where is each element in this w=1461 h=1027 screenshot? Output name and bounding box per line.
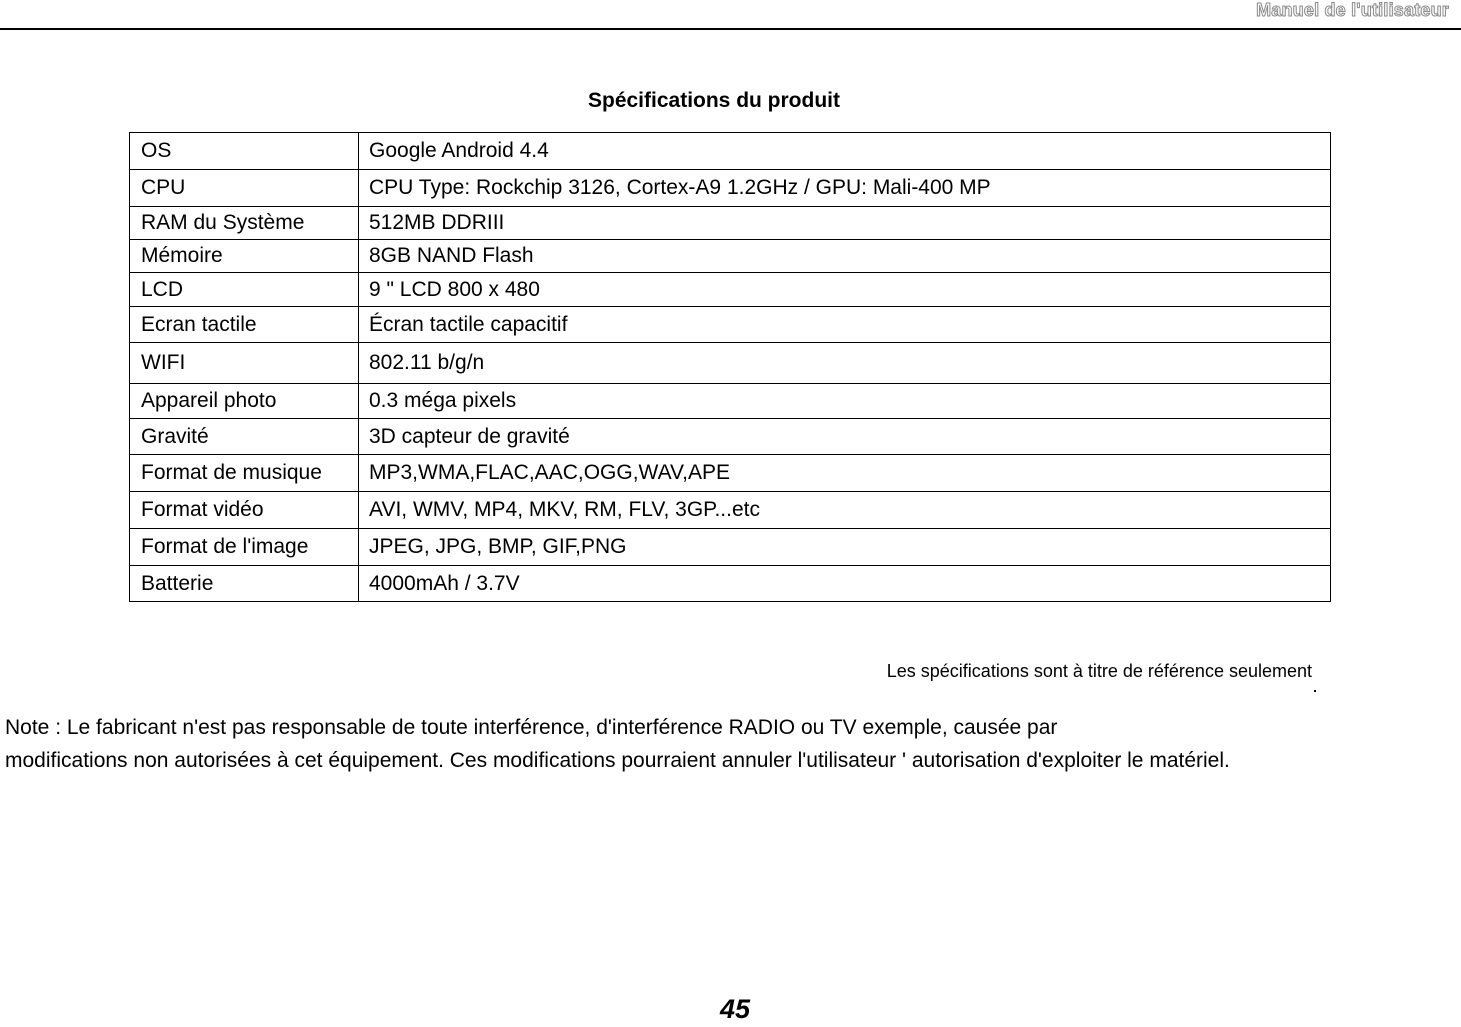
spec-label: Mémoire <box>130 240 359 273</box>
spec-label: Format vidéo <box>130 492 359 529</box>
spec-value: AVI, WMV, MP4, MKV, RM, FLV, 3GP...etc <box>359 492 1331 529</box>
table-row <box>130 170 1331 207</box>
spec-label: Batterie <box>130 566 359 602</box>
spec-value: 0.3 méga pixels <box>359 384 1331 419</box>
reference-dot <box>1314 690 1316 692</box>
spec-label: WIFI <box>130 343 359 384</box>
disclaimer-note <box>5 711 1461 777</box>
spec-value: 8GB NAND Flash <box>359 240 1331 273</box>
spec-label: LCD <box>130 273 359 307</box>
spec-label: Gravité <box>130 419 359 455</box>
table-row <box>130 384 1331 419</box>
table-row <box>130 133 1331 170</box>
spec-label: RAM du Système <box>130 207 359 240</box>
page-number: 45 <box>719 994 751 1024</box>
table-row <box>130 343 1331 384</box>
table-row <box>130 455 1331 492</box>
table-row <box>130 273 1331 307</box>
table-row <box>130 307 1331 343</box>
spec-value: 9 " LCD 800 x 480 <box>359 273 1331 307</box>
disclaimer-line-2: modifications non autorisées à cet équipement. Ces modifications pourraient annuler l'utilisateur ' autorisation d'exploiter le matériel. <box>5 749 1230 772</box>
spec-label: Format de musique <box>130 455 359 492</box>
spec-label: Ecran tactile <box>130 307 359 343</box>
spec-value: 3D capteur de gravité <box>359 419 1331 455</box>
spec-value: Écran tactile capacitif <box>359 307 1331 343</box>
specifications-title: Spécifications du produit <box>587 89 840 112</box>
spec-value: 802.11 b/g/n <box>359 343 1331 384</box>
header-title: Manuel de l'utilisateur <box>1256 0 1449 20</box>
spec-value: CPU Type: Rockchip 3126, Cortex-A9 1.2GHz / GPU: Mali-400 MP <box>359 170 1331 207</box>
disclaimer-line-1: Note : Le fabricant n'est pas responsable de toute interférence, d'interférence RADIO ou TV exemple, causée par <box>5 716 1058 739</box>
spec-value: 512MB DDRIII <box>359 207 1331 240</box>
spec-label: OS <box>130 133 359 170</box>
reference-note: Les spécifications sont à titre de référence seulement <box>886 661 1312 681</box>
spec-label: Appareil photo <box>130 384 359 419</box>
spec-value: MP3,WMA,FLAC,AAC,OGG,WAV,APE <box>359 455 1331 492</box>
spec-label: CPU <box>130 170 359 207</box>
spec-value: JPEG, JPG, BMP, GIF,PNG <box>359 529 1331 566</box>
table-row <box>130 529 1331 566</box>
table-row <box>130 207 1331 240</box>
spec-value: 4000mAh / 3.7V <box>359 566 1331 602</box>
table-row <box>130 566 1331 602</box>
specifications-table <box>129 132 1331 602</box>
spec-value: Google Android 4.4 <box>359 133 1331 170</box>
table-row <box>130 419 1331 455</box>
table-row <box>130 492 1331 529</box>
header-rule <box>0 28 1461 30</box>
table-row <box>130 240 1331 273</box>
spec-label: Format de l'image <box>130 529 359 566</box>
